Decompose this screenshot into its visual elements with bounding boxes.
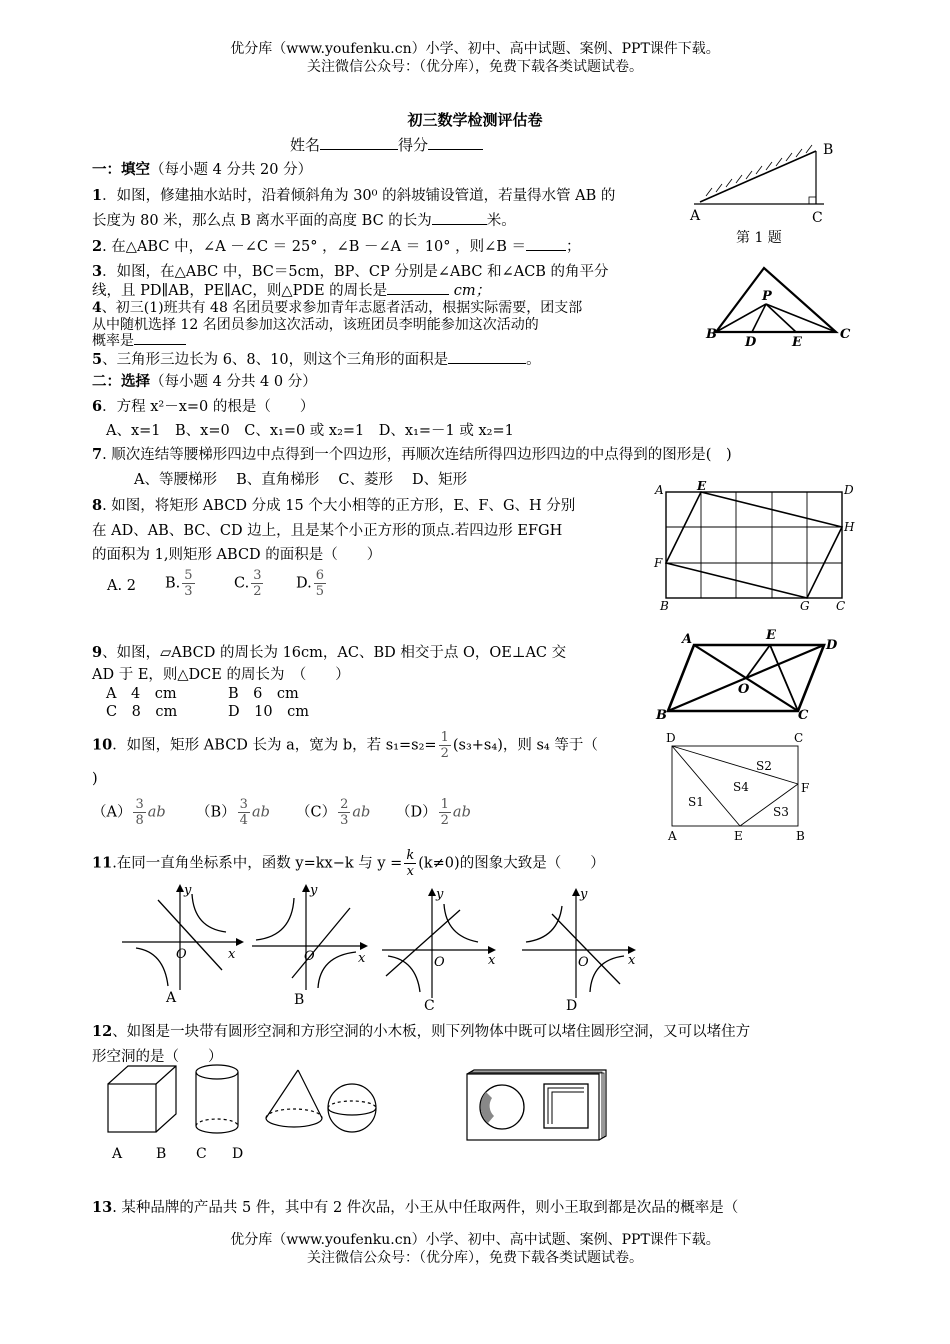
q8-figure [650, 480, 860, 615]
q10-option-c [296, 797, 370, 828]
q11-graph-b-x: x [358, 951, 366, 966]
score-label: 得分 [398, 136, 429, 154]
q8-label-a: A [655, 483, 664, 497]
q1-slope-line [700, 151, 816, 202]
q11-line [92, 848, 605, 879]
q1-pipe-hatch [706, 145, 812, 196]
q3-cp-line [766, 304, 836, 332]
q10-option-c-den: 3 [340, 813, 349, 828]
q10-frac-num: 1 [440, 730, 449, 745]
q11-graph-d [518, 880, 650, 1016]
header-line-2: 关注微信公众号：（优分库），免费下载各类试题试卷。 [307, 59, 643, 75]
q12-label-a: A [112, 1146, 123, 1162]
q6-options: A、x=1 B、x=0 C、x₁=0 或 x₂=1 D、x₁=－1 或 x₂=1 [106, 423, 514, 439]
q10-label-b: B [796, 829, 805, 843]
q1-number: 1 [92, 187, 103, 204]
q9-label-d: D [826, 638, 838, 653]
q8-label-h: H [844, 520, 855, 534]
q8-label-g: G [800, 599, 810, 613]
q9-line-1 [92, 641, 566, 662]
q3-text-2b: cm； [453, 283, 491, 299]
q10-option-c-label: （C） [296, 804, 337, 821]
q10-label-s1: S1 [688, 795, 704, 809]
q10-option-d-ab: ab [452, 804, 471, 821]
q3-label-c: C [840, 327, 851, 342]
q8-label-f: F [654, 556, 663, 570]
q7-options: A、等腰梯形 B、直角梯形 C、菱形 D、矩形 [134, 472, 468, 488]
q8-option-a: A. 2 [107, 578, 136, 594]
q8-option-c [234, 568, 265, 599]
q8-option-b [165, 568, 197, 599]
q10-text-1b: (s₃+s₄)，则 s₄ 等于（ [452, 737, 598, 754]
q12-solids-figure [100, 1060, 390, 1166]
section2-note: （每小题 4 分共 4 0 分） [150, 374, 317, 390]
q11-graph-c-o: O [434, 955, 445, 970]
page-title: 初三数学检测评估卷 [407, 111, 543, 129]
q13-text: . 某种品牌的产品共 5 件，其中有 2 件次品，小王从中任取两件，则小王取到都是次品的概率是（ [112, 1200, 739, 1216]
q11-graph-d-y: y [580, 887, 588, 902]
q10-label-s2: S2 [756, 759, 772, 773]
q10-label-f: F [801, 781, 810, 795]
q9-figure [650, 625, 850, 725]
section1-title: 一：填空 [92, 161, 150, 178]
cube-shape [108, 1066, 176, 1132]
q10-option-a-label: （A） [92, 804, 132, 821]
q11-text-a: .在同一直角坐标系中，函数 y=kx−k 与 y = [112, 855, 403, 872]
name-score-line [290, 134, 483, 155]
q2-number: 2 [92, 238, 103, 255]
q8-line-2: 在 AD、AB、BC、CD 边上，且是某个小正方形的顶点.若四边形 EFGH [92, 523, 563, 539]
q10-label-c: C [794, 731, 804, 745]
q7-text: . 顺次连结等腰梯形四边中点得到一个四边形，再顺次连结所得四边形四边的中点得到的图形是( ) [102, 447, 732, 463]
section2-title: 二：选择 [92, 373, 150, 390]
q10-option-b [196, 797, 270, 828]
q6-line [92, 395, 314, 416]
q11-graph-b-label: B [294, 992, 305, 1006]
q9-text-1: 、如图，▱ABCD 的周长为 16cm，AC、BD 相交于点 O，OE⊥AC 交 [102, 645, 567, 661]
q4-number: 4 [92, 300, 102, 316]
q1-label-a: A [690, 208, 701, 224]
q13-number: 13 [92, 1199, 113, 1216]
q10-number: 10 [92, 736, 113, 754]
q10-option-a-num: 3 [135, 797, 144, 812]
q10-label-s4: S4 [733, 780, 749, 794]
q11-graph-a-x: x [228, 947, 236, 962]
q4-text-1: 、初三(1)班共有 48 名团员要求参加青年志愿者活动，根据实际需要，团支部 [101, 300, 583, 316]
q10-option-d-num: 1 [440, 797, 449, 812]
cone-shape [266, 1070, 322, 1127]
q1-label-b: B [823, 142, 834, 158]
q9-option-d: D 10 cm [228, 704, 309, 720]
q11-graph-a-o: O [176, 947, 187, 962]
q10-option-d-den: 2 [440, 813, 449, 828]
q8-option-b-label: B. [165, 575, 181, 592]
q8-label-e: E [697, 480, 707, 493]
q10-label-s3: S3 [773, 805, 789, 819]
q1-text-2b: 米。 [486, 213, 516, 229]
q10-option-a [92, 797, 166, 828]
q3-label-p: P [762, 289, 772, 304]
q9-option-c: C 8 cm [106, 704, 178, 720]
name-label: 姓名 [290, 136, 321, 154]
q9-label-c: C [798, 708, 809, 723]
q11-graph-a-y: y [184, 883, 192, 898]
footer-line-2: 关注微信公众号：（优分库），免费下载各类试题试卷。 [307, 1250, 643, 1266]
q1-label-c: C [812, 210, 823, 226]
q10-option-b-label: （B） [196, 804, 236, 821]
q3-text-1: ．如图，在△ABC 中，BC＝5cm，BP、CP 分别是∠ABC 和∠ACB 的角平分 [102, 264, 609, 280]
section1-note: （每小题 4 分共 20 分） [150, 162, 313, 178]
square-hole [544, 1084, 588, 1128]
q9-label-b: B [656, 708, 667, 723]
q8-number: 8 [92, 497, 103, 514]
q12-number: 12 [92, 1023, 113, 1040]
q1-caption: 第 1 题 [736, 230, 782, 246]
q10-option-b-ab: ab [251, 804, 270, 821]
q1-line-1 [92, 184, 615, 205]
q8-text-1: . 如图，将矩形 ABCD 分成 15 个大小相等的正方形，E、F、G、H 分别 [102, 498, 576, 514]
q1-line-2 [92, 209, 516, 230]
q11-graph-d-o: O [578, 955, 589, 970]
q8-option-d-num: 6 [315, 568, 324, 583]
q10-line-1 [92, 730, 598, 761]
q10-option-b-num: 3 [239, 797, 248, 812]
q6-number: 6 [92, 398, 103, 415]
q12-line-1 [92, 1020, 750, 1041]
q1-text-2a: 长度为 80 米，那么点 B 离水平面的高度 BC 的长为 [92, 213, 432, 229]
q9-option-a: A 4 cm [106, 686, 177, 702]
q12-label-d: D [232, 1146, 244, 1162]
q2-line [92, 235, 581, 256]
q10-label-d: D [666, 731, 676, 745]
q11-graph-c [378, 880, 510, 1016]
q8-label-b: B [660, 599, 669, 613]
q9-label-e: E [766, 628, 776, 643]
q10-option-d [396, 797, 471, 828]
section2-heading [92, 370, 317, 391]
q8-option-b-num: 5 [184, 568, 193, 583]
q11-number: 11 [92, 854, 113, 872]
cylinder-shape [196, 1065, 238, 1133]
q8-option-c-den: 2 [253, 584, 262, 599]
q13-line [92, 1196, 738, 1217]
q12-label-c: C [196, 1146, 207, 1162]
q10-de-line [672, 746, 740, 826]
q10-option-c-num: 2 [340, 797, 349, 812]
q10-option-b-den: 4 [239, 813, 248, 828]
q3-text-2a: 线，且 PD∥AB，PE∥AC，则△PDE 的周长是 [92, 283, 388, 299]
q8-label-d: D [844, 483, 854, 497]
q11-graph-a [118, 880, 250, 1006]
q1-right-angle [809, 197, 816, 204]
q8-option-b-den: 3 [184, 584, 193, 599]
q11-graph-b-o: O [304, 949, 315, 964]
q5-end: 。 [526, 352, 541, 368]
q8-line-1 [92, 494, 575, 515]
q3-label-d: D [745, 335, 757, 350]
q11-graph-b-y: y [310, 883, 318, 898]
q8-option-d-den: 5 [315, 584, 324, 599]
q9-option-b: B 6 cm [228, 686, 299, 702]
q10-option-a-ab: ab [147, 804, 166, 821]
q12-board-figure [462, 1066, 612, 1146]
q10-option-d-label: （D） [396, 804, 437, 821]
q12-label-b: B [156, 1146, 167, 1162]
q11-graph-c-x: x [488, 953, 496, 968]
q8-label-c: C [836, 599, 846, 613]
q3-figure [700, 262, 860, 352]
q3-number: 3 [92, 263, 103, 280]
q9-label-o: O [738, 682, 750, 697]
q2-end: ； [566, 239, 581, 255]
q4-line-2: 从中随机选择 12 名团员参加这次活动，该班团员李明能参加这次活动的 [92, 317, 539, 333]
q10-figure [660, 730, 830, 848]
q8-line-3: 的面积为 1,则矩形 ABCD 的面积是（ ） [92, 547, 382, 563]
q4-line-3 [92, 330, 186, 350]
sphere-shape [328, 1084, 376, 1132]
q8-option-c-num: 3 [253, 568, 262, 583]
q5-number: 5 [92, 351, 103, 368]
q11-graph-b [248, 880, 380, 1006]
q11-graph-a-label: A [166, 990, 177, 1006]
q8-efgh [666, 492, 842, 598]
q6-text: ．方程 x²－x=0 的根是（ ） [102, 399, 315, 415]
q9-number: 9 [92, 644, 103, 661]
q3-pe-line [766, 304, 796, 332]
footer-line-1: 优分库（www.youfenku.cn）小学、初中、高中试题、案例、PPT课件下载。 [230, 1232, 720, 1248]
q5-line [92, 348, 541, 369]
q10-line-2: ) [92, 771, 98, 787]
q11-frac-den: x [406, 864, 414, 879]
q3-label-b: B [706, 327, 717, 342]
q10-df-line [672, 746, 798, 784]
q9-line-2: AD 于 E，则△DCE 的周长为 （ ） [92, 667, 350, 683]
q11-graph-d-x: x [628, 953, 636, 968]
q1-text-1: ．如图，修建抽水站时，沿着倾斜角为 30⁰ 的斜坡铺设管道，若量得水管 AB 的 [102, 188, 616, 204]
q9-label-a: A [682, 632, 693, 647]
q5-text: 、三角形三边长为 6、8、10，则这个三角形的面积是 [102, 352, 449, 368]
q11-text-b: (k≠0)的图象大致是（ ） [418, 855, 605, 872]
section1-heading [92, 158, 312, 179]
q3-label-e: E [792, 335, 802, 350]
q11-graph-c-label: C [424, 998, 435, 1014]
q10-text-1a: ．如图，矩形 ABCD 长为 a，宽为 b，若 s₁=s₂= [112, 737, 437, 754]
q7-number: 7 [92, 446, 103, 463]
q2-text: . 在△ABC 中，∠A －∠C ＝ 25° ，∠B －∠A ＝ 10° ，则∠B ＝ [102, 239, 527, 255]
q10-label-a: A [668, 829, 677, 843]
q12-text-1: 、如图是一块带有圆形空洞和方形空洞的小木板，则下列物体中既可以堵住圆形空洞，又可以堵住方 [112, 1024, 751, 1040]
q12-line-2: 形空洞的是（ ） [92, 1049, 223, 1065]
header-line-1: 优分库（www.youfenku.cn）小学、初中、高中试题、案例、PPT课件下载。 [230, 41, 720, 57]
q4-text-3: 概率是 [92, 333, 134, 349]
q10-label-e: E [734, 829, 743, 843]
q10-frac-den: 2 [440, 746, 449, 761]
q10-option-a-den: 8 [135, 813, 144, 828]
q11-graph-d-label: D [566, 998, 578, 1014]
q11-graph-c-y: y [436, 887, 444, 902]
q8-option-d-label: D. [296, 575, 312, 592]
q11-frac-num: k [406, 848, 415, 863]
q10-option-c-ab: ab [352, 804, 371, 821]
q8-option-c-label: C. [234, 575, 250, 592]
q8-option-d [296, 568, 328, 599]
q7-line [92, 443, 732, 464]
q3-line-1 [92, 260, 609, 281]
